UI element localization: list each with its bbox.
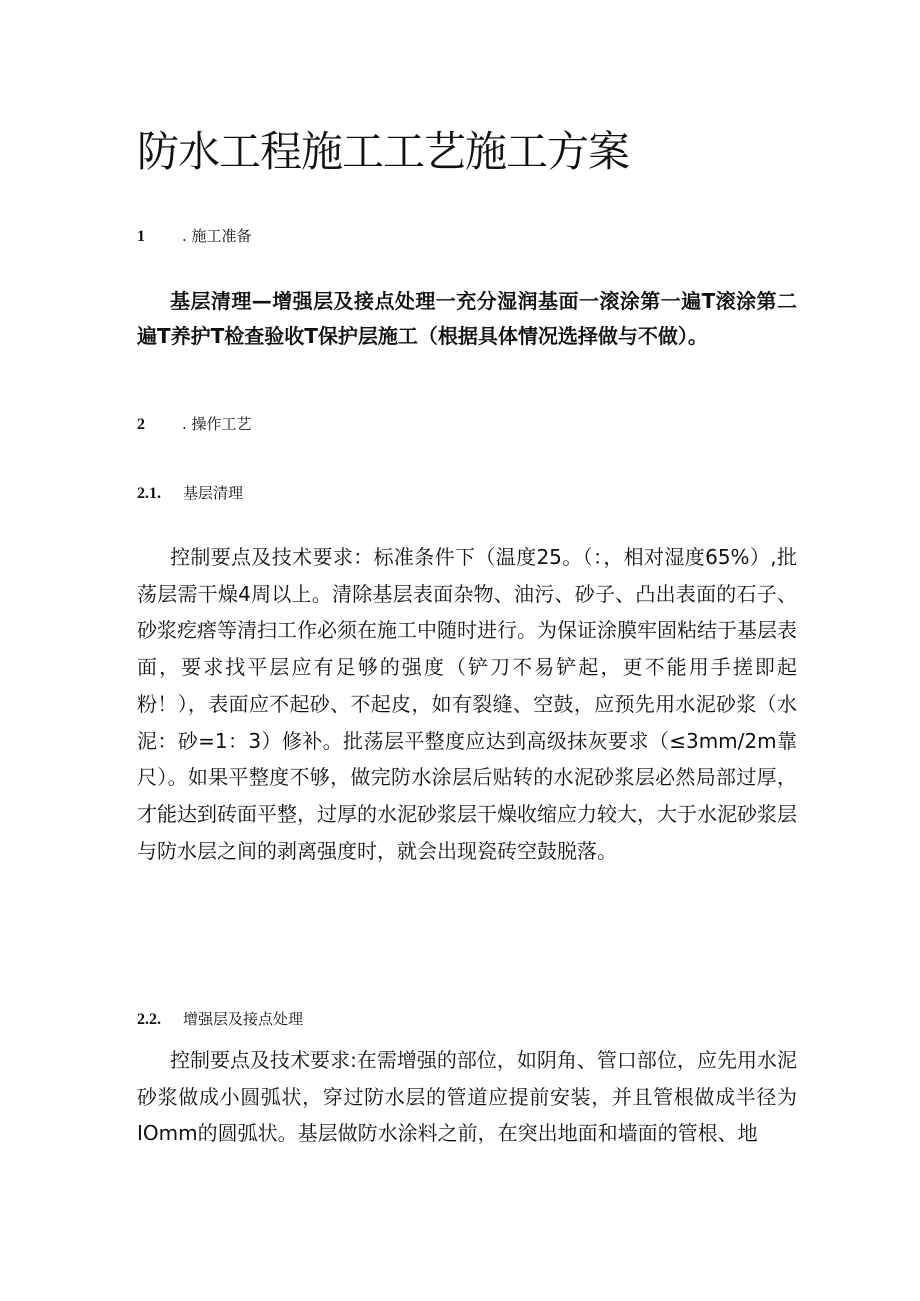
subsection-number: 2.1.: [137, 485, 161, 502]
subsection-heading-2-2: [137, 1007, 303, 1032]
base-cleaning-paragraph: 控制要点及技术要求：标准条件下（温度25。（：，相对湿度65%）,批荡层需干燥4周以上。清除基层表面杂物、油污、砂子、凸出表面的石子、砂浆疙瘩等清扫工作必须在施工中随时进行。为保证涂膜牢固粘结于基层表面，要求找平层应有足够的强度（铲刀不易铲起，更不能用手搓即起粉！），表面应不起砂、不起皮，如有裂缝、空鼓，应预先用水泥砂浆（水泥：砂=1：3）修补。批荡层平整度应达到高级抹灰要求（≤3mm/2m靠尺）。如果平整度不够，做完防水涂层后贴转的水泥砂浆层必然局部过厚，才能达到砖面平整，过厚的水泥砂浆层干燥收缩应力较大，大于水泥砂浆层与防水层之间的剥离强度时，就会出现瓷砖空鼓脱落。: [137, 545, 797, 863]
subsection-heading-2-1: [137, 481, 243, 506]
subsection-number: 2.2.: [137, 1011, 161, 1028]
section-heading-1: [137, 224, 252, 249]
subsection-label: 基层清理: [183, 484, 244, 502]
section-number: 2: [137, 416, 145, 433]
section-label: . 施工准备: [182, 227, 252, 245]
subsection-label: 增强层及接点处理: [183, 1010, 304, 1028]
section-number: 1: [137, 228, 145, 245]
section-heading-2: [137, 412, 252, 437]
document-title: 防水工程施工工艺施工方案: [137, 127, 630, 176]
reinforcement-paragraph: 控制要点及技术要求:在需增强的部位，如阴角、管口部位，应先用水泥砂浆做成小圆弧状，穿过防水层的管道应提前安装，并且管根做成半径为IOmm的圆弧状。基层做防水涂料之前，在突出地面和墙面的管根、地: [137, 1048, 797, 1146]
process-flow-paragraph: 基层清理—增强层及接点处理一充分湿润基面一滚涂第一遍T滚涂第二遍T养护T检查验收T保护层施工（根据具体情况选择做与不做）。: [137, 289, 797, 348]
section-label: . 操作工艺: [182, 415, 252, 433]
